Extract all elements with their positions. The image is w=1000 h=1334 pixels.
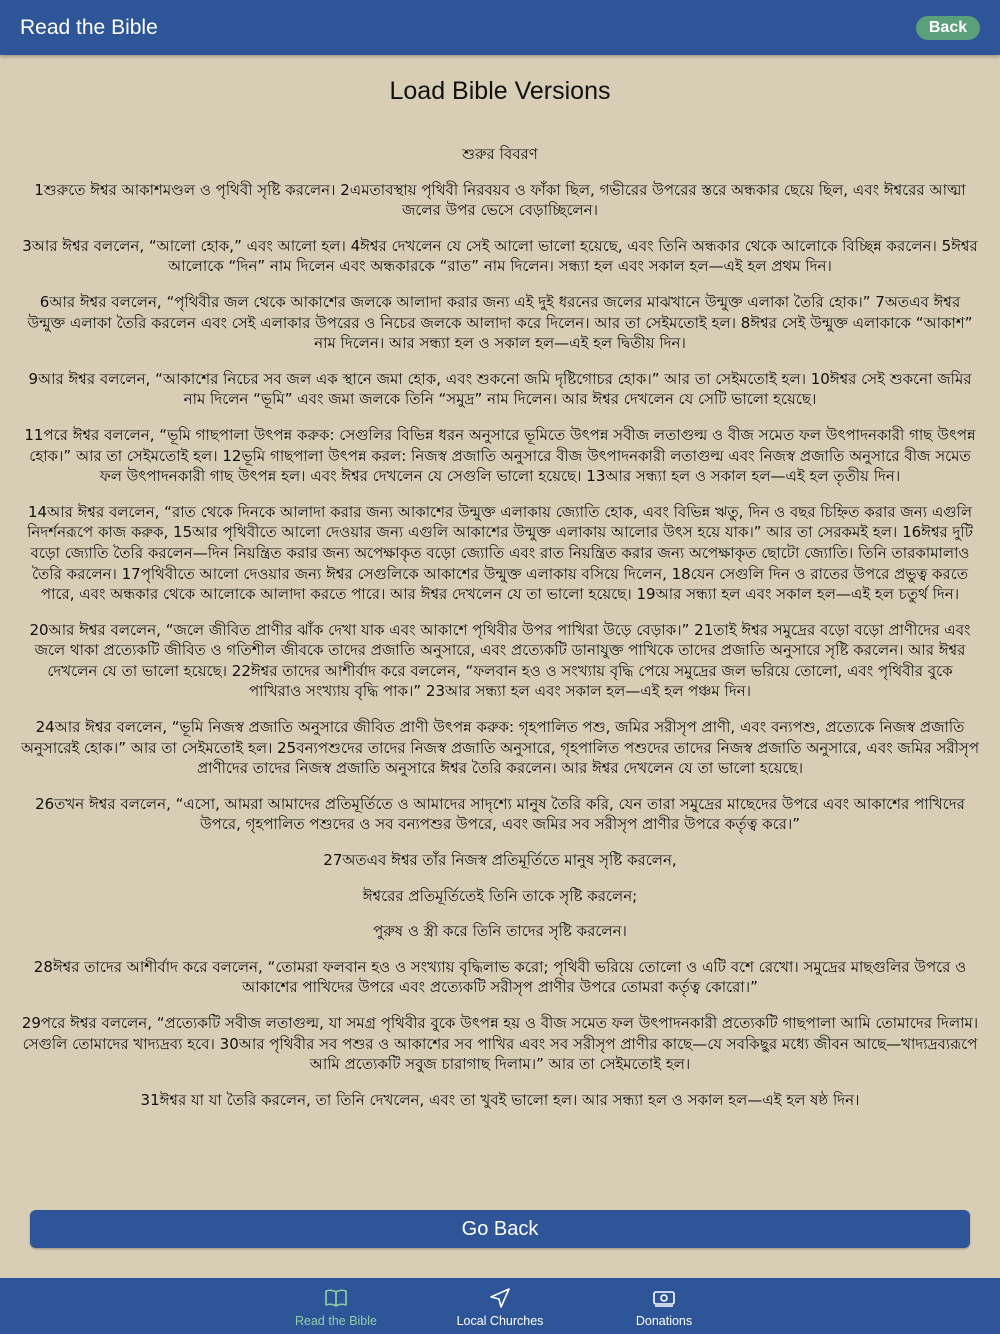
passage-heading: শুরুর বিবরণ — [462, 145, 538, 163]
tab-local-churches[interactable] — [418, 1278, 582, 1334]
verse-paragraph: 27অতএব ঈশ্বর তাঁর নিজস্ব প্রতিমূর্তিতে মানুষ সৃষ্টি করলেন, — [323, 851, 677, 870]
tab-label: Read the Bible — [294, 1314, 377, 1328]
verse-paragraph: পুরুষ ও স্ত্রী করে তিনি তাদের সৃষ্টি করলেন। — [373, 922, 627, 941]
verse-paragraph: 26তখন ঈশ্বর বললেন, “এসো, আমরা আমাদের প্রতিমূর্তিতে ও আমাদের সাদৃশ্যে মানুষ তৈরি করি, যেন তারা সমুদ্রের মাছেদের উপরে এবং আকাশের পাখিদের উপরে, গৃহপালিত পশুদের ও সব বন্যপশুর উপরে, এবং জমির সব সরীসৃপ প্রাণীর উপরে কর্তৃত্ব করে।” — [35, 794, 965, 834]
navigation-arrow-icon — [488, 1287, 512, 1309]
verse-paragraph: 11পরে ঈশ্বর বললেন, “ভূমি গাছপালা উৎপন্ন করুক: সেগুলির বিভিন্ন ধরন অনুসারে ভূমিতে উৎপন্ন সবীজ লতাগুল্ম ও বীজ সমেত ফল উৎপাদনকারী গাছ উৎপন্ন হোক।” আর তা সেইমতোই হল। 12ভূমি গাছপালা উৎপন্ন করল: নিজস্ব প্রজাতি অনুসারে বীজ উৎপাদনকারী লতাগুল্ম এবং নিজস্ব প্রজাতি অনুসারে বীজ সমেত ফল উৎপাদনকারী গাছ উৎপন্ন হল। এবং ঈশ্বর দেখলেন যে সেগুলি ভালো হয়েছে। 13আর সন্ধ্যা হল ও সকাল হল—এই হল তৃতীয় দিন। — [24, 425, 976, 486]
page-title: Load Bible Versions — [389, 77, 611, 105]
header-title: Read the Bible — [20, 15, 158, 39]
verse-paragraph: 28ঈশ্বর তাদের আশীর্বাদ করে বললেন, “তোমরা ফলবান হও ও সংখ্যায় বৃদ্ধিলাভ করো; পৃথিবী ভরিয়ে তোলো ও এটি বশে রেখো। সমুদ্রের মাছগুলির উপরে ও আকাশের পাখিদের উপরে এবং প্রত্যেকটি সরীসৃপ প্রাণীর উপরে তোমরা কর্তৃত্ব কোরো।” — [33, 957, 967, 997]
tab-bar — [0, 1278, 1000, 1334]
verse-paragraph: 14আর ঈশ্বর বললেন, “রাত থেকে দিনকে আলাদা করার জন্য আকাশের উন্মুক্ত এলাকায় জ্যোতি হোক, এবং বিভিন্ন ঋতু, দিন ও বছর চিহ্নিত করার জন্য এগুলি নিদর্শনরূপে কাজ করুক, 15আর পৃথিবীতে আলো দেওয়ার জন্য এগুলি আকাশের উন্মুক্ত এলাকায় আলোর উৎস হয়ে যাক।” আর তা সেরকমই হল। 16ঈশ্বর দুটি বড়ো জ্যোতি তৈরি করলেন—দিন নিয়ন্ত্রিত করার জন্য অপেক্ষাকৃত বড়ো জ্যোতি এবং রাত নিয়ন্ত্রিত করার জন্য অপেক্ষাকৃত ছোটো জ্যোতি। তিনি তারকামালাও তৈরি করলেন। 17পৃথিবীতে আলো দেওয়ার জন্য ঈশ্বর সেগুলিকে আকাশের উন্মুক্ত এলাকায় বসিয়ে দিলেন, 18যেন সেগুলি দিন ও রাতের উপরে প্রভুত্ব করতে পারে, এবং অন্ধকার থেকে আলোকে আলাদা করতে পারে। আর ঈশ্বর দেখলেন যে তা ভালো হয়েছে। 19আর সন্ধ্যা হল এবং সকাল হল—এই হল চতুর্থ দিন। — [27, 502, 973, 604]
tab-label: Donations — [635, 1314, 693, 1328]
verse-paragraph: 6আর ঈশ্বর বললেন, “পৃথিবীর জল থেকে আকাশের জলকে আলাদা করার জন্য এই দুই ধরনের জলের মাঝখানে উন্মুক্ত এলাকা তৈরি হোক।” 7অতএব ঈশ্বর উন্মুক্ত এলাকা তৈরি করলেন এবং সেই এলাকার উপরের ও নিচের জলকে আলাদা করে দিলেন। আর তা সেইমতোই হল। 8ঈশ্বর সেই উন্মুক্ত এলাকাকে “আকাশ” নাম দিলেন। আর সন্ধ্যা হল ও সকাল হল—এই হল দ্বিতীয় দিন। — [27, 292, 973, 353]
verse-paragraph: 20আর ঈশ্বর বললেন, “জলে জীবিত প্রাণীর ঝাঁক দেখা যাক এবং আকাশে পৃথিবীর উপর পাখিরা উড়ে বেড়াক।” 21তাই ঈশ্বর সমুদ্রের বড়ো বড়ো প্রাণীদের এবং জলে থাকা প্রত্যেকটি জীবিত ও গতিশীল জীবকে তাদের প্রজাতি অনুসারে, এবং প্রত্যেকটি ডানাযুক্ত পাখিকে তাদের প্রজাতি অনুসারে সৃষ্টি করলেন। আর ঈশ্বর দেখলেন যে তা ভালো হয়েছে। 22ঈশ্বর তাদের আশীর্বাদ করে বললেন, “ফলবান হও ও সংখ্যায় বৃদ্ধি পেয়ে সমুদ্রের জল ভরিয়ে তোলো, এবং পৃথিবীর বুকে পাখিরাও সংখ্যায় বৃদ্ধি পাক।” 23আর সন্ধ্যা হল এবং সকাল হল—এই হল পঞ্চম দিন। — [29, 620, 971, 701]
verse-paragraph: 31ঈশ্বর যা যা তৈরি করলেন, তা তিনি দেখলেন, এবং তা খুবই ভালো হল। আর সন্ধ্যা হল ও সকাল হল—এই হল ষষ্ঠ দিন। — [140, 1090, 860, 1109]
open-book-icon — [324, 1287, 348, 1309]
tab-label: Local Churches — [456, 1314, 544, 1328]
tab-donations[interactable] — [582, 1278, 746, 1334]
money-icon — [652, 1287, 676, 1309]
app-header — [0, 0, 1000, 55]
verse-paragraph: 9আর ঈশ্বর বললেন, “আকাশের নিচের সব জল এক স্থানে জমা হোক, এবং শুকনো জমি দৃষ্টিগোচর হোক।” আর তা সেইমতোই হল। 10ঈশ্বর সেই শুকনো জমির নাম দিলেন “ভূমি” এবং জমা জলকে তিনি “সমুদ্র” নাম দিলেন। আর ঈশ্বর দেখলেন যে সেটি ভালো হয়েছে। — [28, 369, 972, 409]
verse-paragraph: 29পরে ঈশ্বর বললেন, “প্রত্যেকটি সবীজ লতাগুল্ম, যা সমগ্র পৃথিবীর বুকে উৎপন্ন হয় ও বীজ সমেত ফল উৎপাদনকারী প্রত্যেকটি গাছপালা আমি তোমাদের দিলাম। সেগুলি তোমাদের খাদ্যদ্রব্য হবে। 30আর পৃথিবীর সব পশুর ও আকাশের সব পাখির এবং সব সরীসৃপ প্রাণীর কাছে—যে সবকিছুর মধ্যে জীবন আছে—খাদ্যদ্রব্যরূপে আমি প্রত্যেকটি সবুজ চারাগাছ দিলাম।” আর তা সেইমতোই হল। — [21, 1014, 979, 1074]
go-back-button[interactable]: Go Back — [30, 1210, 970, 1248]
verse-paragraph: 24আর ঈশ্বর বললেন, “ভূমি নিজস্ব প্রজাতি অনুসারে জীবিত প্রাণী উৎপন্ন করুক: গৃহপালিত পশু, জমির সরীসৃপ প্রাণী, এবং বন্যপশু, প্রত্যেকে নিজস্ব প্রজাতি অনুসারেই হোক।” আর তা সেইমতোই হল। 25বন্যপশুদের তাদের নিজস্ব প্রজাতি অনুসারে, গৃহপালিত পশুদের তাদের নিজস্ব প্রজাতি অনুসারে, এবং জমির সরীসৃপ প্রাণীদের তাদের নিজস্ব প্রজাতি অনুসারে ঈশ্বর তৈরি করলেন। আর ঈশ্বর দেখলেন যে তা ভালো হয়েছে। — [20, 718, 980, 778]
tab-read-the-bible[interactable] — [254, 1278, 418, 1334]
bible-passage — [20, 144, 980, 1110]
verse-paragraph: ঈশ্বরের প্রতিমূর্তিতেই তিনি তাকে সৃষ্টি করলেন; — [362, 886, 638, 905]
verse-paragraph: 1শুরুতে ঈশ্বর আকাশমণ্ডল ও পৃথিবী সৃষ্টি করলেন। 2এমতাবস্থায় পৃথিবী নিরবয়ব ও ফাঁকা ছিল, গভীরের উপরের স্তরে অন্ধকার ছেয়ে ছিল, এবং ঈশ্বরের আত্মা জলের উপর ভেসে বেড়াচ্ছিলেন। — [34, 180, 966, 220]
verse-paragraph: 3আর ঈশ্বর বললেন, “আলো হোক,” এবং আলো হল। 4ঈশ্বর দেখলেন যে সেই আলো ভালো হয়েছে, এবং তিনি অন্ধকার থেকে আলোকে বিচ্ছিন্ন করলেন। 5ঈশ্বর আলোকে “দিন” নাম দিলেন এবং অন্ধকারকে “রাত” নাম দিলেন। সন্ধ্যা হল এবং সকাল হল—এই হল প্রথম দিন। — [22, 236, 978, 276]
main-content[interactable] — [0, 55, 1000, 1277]
back-button[interactable]: Back — [916, 16, 980, 40]
